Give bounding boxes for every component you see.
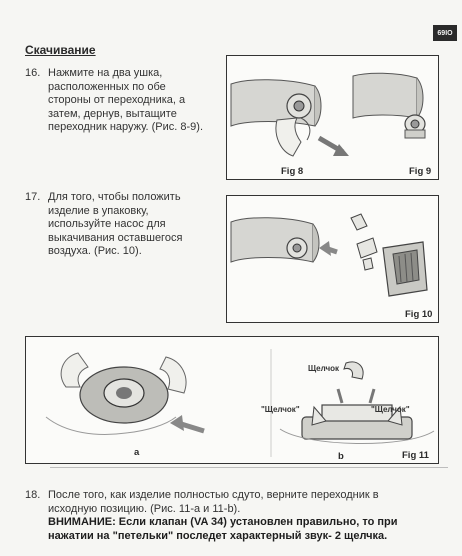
fig-8-9-illustration — [227, 56, 437, 178]
fig-11-label: Fig 11 — [402, 450, 429, 461]
fig-8-label: Fig 8 — [281, 166, 304, 177]
step-number: 18. — [25, 489, 41, 501]
callout-click-right: "Щелчок" — [371, 405, 410, 414]
fig-10-label: Fig 10 — [405, 309, 433, 320]
figure-10 — [226, 195, 439, 323]
page-number-tab — [433, 25, 457, 41]
section-title: Скачивание — [25, 43, 96, 57]
step-line: расположенных по обе — [48, 80, 166, 93]
step-number: 16. — [25, 67, 41, 79]
fig-10-illustration — [227, 196, 437, 321]
step-line: воздуха. (Рис. 10). — [48, 245, 142, 257]
fig-11-illustration — [26, 337, 437, 462]
step-line: изделие в упаковку, — [48, 204, 149, 217]
figure-11 — [25, 336, 439, 464]
fig-9-label: Fig 9 — [409, 166, 432, 177]
page-number: 69IO — [437, 29, 453, 37]
step-line: используйте насос для — [48, 218, 166, 230]
step-line: выкачивания оставшегося — [48, 231, 183, 244]
divider — [50, 467, 448, 468]
fig-11-b-label: b — [338, 451, 344, 462]
step-line: затем, дернув, вытащите — [48, 107, 177, 120]
step-text — [48, 67, 220, 135]
step-text — [48, 191, 220, 259]
step-line: Для того, чтобы положить — [48, 191, 181, 203]
step-number: 17. — [25, 191, 41, 203]
step-line: стороны от переходника, а — [48, 94, 186, 106]
step-line: исходную позицию. (Рис. 11-a и 11-b). — [48, 502, 241, 515]
figure-8-9 — [226, 55, 439, 180]
callout-click-top: Щелчок — [308, 364, 340, 373]
step-line: переходник наружу. (Рис. 8-9). — [48, 121, 204, 133]
step-text — [48, 489, 428, 543]
callout-click-left: "Щелчок" — [261, 405, 300, 414]
warning-line: ВНИМАНИЕ: Если клапан (VA 34) установлен правильно, то при — [48, 516, 398, 528]
fig-11-a-label: a — [134, 447, 140, 458]
warning-line: нажатии на "петельки" последет характерный звук- 2 щелчка. — [48, 529, 388, 542]
step-line: Нажмите на два ушка, — [48, 67, 163, 79]
step-line: После того, как изделие полностью сдуто, верните переходник в — [48, 489, 379, 501]
